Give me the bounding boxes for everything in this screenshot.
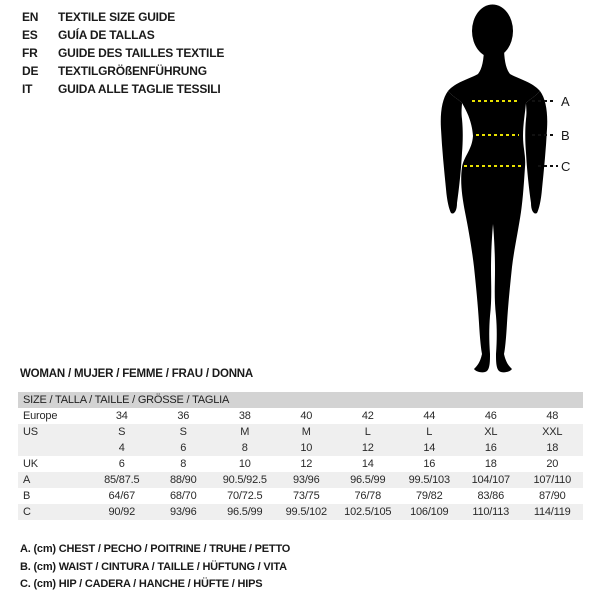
lang-title: GUIDA ALLE TAGLIE TESSILI (58, 82, 221, 96)
table-row (18, 456, 583, 472)
lang-title: GUÍA DE TALLAS (58, 28, 155, 42)
table-cell: 44 (423, 410, 436, 422)
lang-title: TEXTILGRÖßENFÜHRUNG (58, 64, 207, 78)
table-cell: 93/96 (169, 506, 197, 518)
marker-label-b: B (561, 128, 570, 143)
table-cell: 93/96 (292, 474, 320, 486)
table-cell: 79/82 (415, 490, 443, 502)
lang-code: IT (22, 82, 33, 96)
table-cell: 87/90 (538, 490, 566, 502)
table-cell: 6 (180, 442, 187, 454)
table-row (18, 504, 583, 520)
size-table-body (18, 408, 583, 520)
lang-code: FR (22, 46, 38, 60)
table-cell: M (301, 426, 311, 438)
row-label: C (23, 506, 31, 518)
table-cell: M (240, 426, 250, 438)
table-cell: 110/113 (472, 506, 510, 518)
table-cell: L (426, 426, 433, 438)
table-cell: S (118, 426, 126, 438)
table-cell: 10 (300, 442, 313, 454)
table-cell: 18 (484, 458, 497, 470)
row-label: US (23, 426, 38, 438)
table-cell: 114/119 (533, 506, 571, 518)
table-cell: 34 (115, 410, 128, 422)
table-cell: S (179, 426, 187, 438)
table-cell: 99.5/103 (408, 474, 450, 486)
table-row (18, 408, 583, 424)
table-cell: 14 (361, 458, 374, 470)
language-title-block (22, 8, 224, 98)
table-cell: 4 (118, 442, 125, 454)
measurement-notes (20, 541, 290, 594)
table-cell: 10 (238, 458, 251, 470)
row-label: Europe (23, 410, 58, 422)
table-row (18, 488, 583, 504)
table-cell: 83/86 (477, 490, 505, 502)
table-cell: 46 (484, 410, 497, 422)
table-cell: 88/90 (169, 474, 197, 486)
table-cell: 102.5/105 (344, 506, 392, 518)
table-cell: 12 (361, 442, 374, 454)
language-row (22, 44, 224, 62)
table-cell: 48 (546, 410, 559, 422)
table-cell: 70/72.5 (227, 490, 263, 502)
lang-code: ES (22, 28, 38, 42)
lang-title: TEXTILE SIZE GUIDE (58, 10, 176, 24)
table-cell: 38 (238, 410, 251, 422)
table-cell: 16 (484, 442, 497, 454)
note-chest: A. (cm) CHEST / PECHO / POITRINE / TRUHE / PETTO (20, 543, 291, 555)
table-cell: L (364, 426, 371, 438)
lang-code: DE (22, 64, 39, 78)
row-label: B (23, 490, 31, 502)
language-row (22, 26, 224, 44)
table-cell: 42 (361, 410, 374, 422)
table-cell: 85/87.5 (104, 474, 140, 486)
language-row (22, 80, 224, 98)
note-waist: B. (cm) WAIST / CINTURA / TAILLE / HÜFTUNG / VITA (20, 560, 287, 573)
section-title-woman: WOMAN / MUJER / FEMME / FRAU / DONNA (20, 368, 254, 380)
note-hip: C. (cm) HIP / CADERA / HANCHE / HÜFTE / HIPS (20, 578, 263, 590)
table-row (18, 440, 583, 456)
row-label: UK (23, 458, 38, 470)
lang-code: EN (22, 10, 39, 24)
table-cell: 20 (546, 458, 559, 470)
table-cell: 40 (300, 410, 313, 422)
language-row (22, 62, 224, 80)
table-cell: 16 (423, 458, 436, 470)
table-cell: 8 (241, 442, 248, 454)
row-label: A (23, 474, 31, 486)
size-table-header: SIZE / TALLA / TAILLE / GRÖSSE / TAGLIA (18, 392, 583, 408)
table-cell: 104/107 (471, 474, 510, 486)
table-cell: 64/67 (108, 490, 136, 502)
table-cell: 107/110 (533, 474, 572, 486)
table-cell: XXL (542, 426, 563, 438)
table-cell: 96.5/99 (350, 474, 386, 486)
table-cell: 6 (118, 458, 125, 470)
table-cell: 90/92 (108, 506, 136, 518)
size-table (18, 392, 583, 520)
table-cell: 36 (177, 410, 190, 422)
woman-silhouette-icon (420, 0, 600, 380)
table-cell: 96.5/99 (227, 506, 263, 518)
table-cell: 76/78 (354, 490, 382, 502)
table-cell: 99.5/102 (285, 506, 327, 518)
language-row (22, 8, 224, 26)
table-cell: 68/70 (169, 490, 197, 502)
table-cell: 106/109 (410, 506, 449, 518)
lang-title: GUIDE DES TAILLES TEXTILE (58, 46, 225, 60)
table-cell: 12 (300, 458, 313, 470)
marker-label-c: C (561, 159, 571, 174)
table-cell: 18 (546, 442, 559, 454)
row-label (18, 440, 91, 456)
table-cell: 8 (180, 458, 187, 470)
table-cell: 90.5/92.5 (222, 474, 267, 486)
measurement-figure (420, 0, 600, 380)
table-cell: 14 (423, 442, 436, 454)
marker-label-a: A (561, 94, 570, 109)
table-cell: XL (484, 426, 498, 438)
table-cell: 73/75 (292, 490, 320, 502)
table-row (18, 424, 583, 440)
table-row (18, 472, 583, 488)
